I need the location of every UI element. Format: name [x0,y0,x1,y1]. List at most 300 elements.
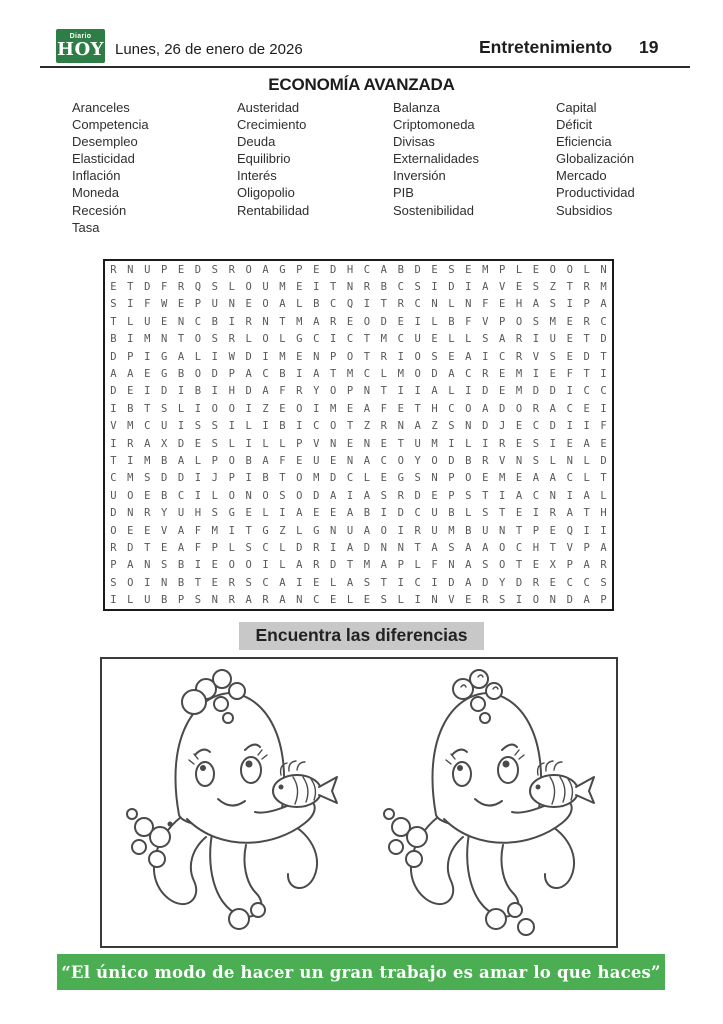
grid-letter: M [448,524,455,537]
grid-letter: T [127,281,134,294]
grid-letter: O [211,402,218,415]
grid-letter: L [380,368,387,381]
grid-letter: Y [414,455,421,468]
grid-letter: T [600,472,607,485]
grid-letter: E [346,437,354,450]
grid-letter: E [144,368,151,381]
grid-letter: I [600,402,607,415]
grid-letter: L [228,437,235,450]
grid-letter: M [515,385,523,398]
grid-letter: D [448,455,455,468]
grid-letter: T [600,350,607,363]
grid-letter: I [465,385,472,398]
grid-letter: C [346,333,354,346]
grid-letter: S [110,298,117,311]
grid-letter: E [566,350,573,363]
diario-hoy-logo [56,29,105,63]
grid-letter: I [532,368,540,381]
word-list-column-3 [393,99,479,219]
grid-letter: C [566,402,573,415]
grid-letter: C [346,472,354,485]
grid-letter: Y [498,576,506,589]
grid-letter: R [313,559,320,572]
grid-letter: A [549,472,556,485]
grid-letter: D [600,455,607,468]
grid-letter: A [380,263,387,276]
grid-letter: H [431,402,438,415]
grid-letter: R [498,437,506,450]
grid-letter: O [515,402,523,415]
grid-letter: N [431,594,438,607]
grid-letter: P [127,350,134,363]
grid-letter: A [583,489,590,502]
grid-letter: R [414,524,421,537]
grid-letter: O [127,576,134,589]
grid-letter: B [313,298,320,311]
grid-letter: E [465,594,472,607]
grid-letter: A [431,385,438,398]
grid-letter: E [313,263,320,276]
grid-letter: D [600,333,607,346]
wordsearch-title: ECONOMÍA AVANZADA [268,75,455,94]
grid-letter: I [262,350,269,363]
grid-letter: R [127,437,134,450]
grid-letter: A [583,594,590,607]
grid-letter: B [160,455,168,468]
grid-letter: A [296,507,303,520]
grid-letter: F [566,368,573,381]
grid-letter: C [313,594,320,607]
grid-letter: A [465,576,472,589]
grid-letter: N [431,298,438,311]
grid-letter: I [245,437,252,450]
grid-letter: I [448,437,455,450]
grid-letter: T [177,333,185,346]
grid-letter: E [329,455,337,468]
grid-letter: L [127,315,134,328]
grid-letter: T [144,402,151,415]
grid-letter: L [262,437,269,450]
grid-letter: A [296,559,303,572]
grid-letter: E [566,437,573,450]
grid-letter: N [262,315,269,328]
grid-letter: D [431,368,438,381]
grid-letter: C [414,507,421,520]
grid-letter: E [515,472,523,485]
grid-letter: U [414,437,421,450]
grid-letter: D [583,350,590,363]
grid-letter: U [211,298,218,311]
grid-letter: L [279,333,286,346]
grid-letter: C [363,263,371,276]
grid-letter: T [363,333,371,346]
grid-letter: M [498,472,506,485]
grid-letter: D [296,542,303,555]
grid-letter: B [465,524,472,537]
grid-letter: A [262,385,269,398]
grid-letter: I [600,524,607,537]
grid-letter: I [363,298,371,311]
grid-letter: A [262,455,269,468]
grid-letter: M [346,368,354,381]
grid-letter: P [346,385,354,398]
grid-letter: Z [549,281,556,294]
grid-letter: E [313,507,320,520]
grid-letter: S [211,507,218,520]
grid-letter: F [160,281,168,294]
word-item: Capital [556,100,597,115]
grid-letter: D [160,472,168,485]
grid-letter: A [482,402,489,415]
grid-letter: R [515,333,523,346]
grid-letter: A [549,402,556,415]
grid-letter: G [160,350,168,363]
grid-letter: L [600,489,607,502]
grid-letter: D [448,576,455,589]
grid-letter: E [177,263,185,276]
grid-letter: I [397,576,404,589]
grid-letter: R [482,455,489,468]
grid-letter: S [431,350,438,363]
grid-letter: G [296,333,303,346]
grid-letter: F [194,542,202,555]
grid-letter: B [465,455,472,468]
grid-letter: O [549,263,556,276]
grid-letter: M [279,281,286,294]
grid-letter: A [329,489,337,502]
grid-letter: I [329,333,337,346]
difference-image-right [359,659,616,946]
grid-letter: E [515,437,523,450]
grid-letter: R [532,402,540,415]
grid-letter: M [211,524,218,537]
grid-letter: I [380,507,387,520]
grid-letter: I [211,350,218,363]
grid-letter: I [566,298,573,311]
grid-letter: C [566,472,573,485]
grid-letter: A [363,489,371,502]
grid-letter: E [566,333,573,346]
grid-letter: S [549,350,556,363]
grid-letter: E [549,524,556,537]
grid-letter: U [160,420,168,433]
grid-letter: L [448,385,455,398]
grid-letter: I [110,402,117,415]
grid-letter: I [144,576,151,589]
grid-letter: M [144,333,151,346]
grid-letter: E [363,594,371,607]
grid-letter: E [245,298,252,311]
grid-letter: R [245,315,252,328]
grid-letter: O [228,455,235,468]
grid-letter: R [110,542,117,555]
grid-letter: L [228,542,235,555]
grid-letter: N [431,472,438,485]
grid-letter: X [160,437,168,450]
grid-letter: N [465,298,472,311]
grid-letter: C [262,542,269,555]
grid-letter: U [431,524,438,537]
grid-letter: T [110,455,117,468]
grid-letter: G [279,263,286,276]
grid-letter: F [380,402,387,415]
grid-letter: R [380,420,387,433]
grid-letter: A [313,315,320,328]
grid-letter: D [498,402,506,415]
grid-letter: I [346,489,354,502]
grid-letter: B [279,368,286,381]
grid-letter: T [414,402,421,415]
difference-image-left [102,659,359,946]
word-item: Sostenibilidad [393,202,474,218]
grid-letter: I [431,576,438,589]
grid-letter: I [329,542,337,555]
grid-letter: E [515,507,523,520]
grid-letter: I [583,420,590,433]
grid-letter: E [211,576,218,589]
grid-letter: D [414,489,421,502]
grid-letter: T [245,524,252,537]
grid-letter: I [566,489,573,502]
grid-letter: N [397,542,404,555]
grid-letter: E [431,263,438,276]
grid-letter: M [380,333,387,346]
grid-letter: D [549,420,556,433]
grid-letter: C [448,402,455,415]
grid-letter: C [262,576,269,589]
word-item: Eficiencia [556,134,612,150]
grid-letter: R [313,542,320,555]
grid-letter: E [110,281,117,294]
edition-date: Lunes, 26 de enero de 2026 [115,41,303,58]
grid-letter: B [397,263,404,276]
grid-letter: D [448,281,455,294]
word-item: Interés [237,168,277,184]
grid-letter: A [346,576,354,589]
grid-letter: F [279,385,286,398]
grid-letter: I [482,437,489,450]
grid-letter: G [228,507,235,520]
grid-letter: O [498,559,506,572]
grid-letter: O [329,385,337,398]
grid-letter: V [498,281,506,294]
grid-letter: C [363,368,371,381]
grid-letter: A [363,402,371,415]
word-item: Inflación [72,168,121,184]
grid-letter: D [532,385,540,398]
grid-letter: O [363,315,371,328]
grid-letter: S [532,437,540,450]
grid-letter: S [600,576,607,589]
grid-letter: D [313,489,320,502]
grid-letter: S [194,594,202,607]
grid-letter: R [515,350,523,363]
grid-letter: N [329,437,337,450]
grid-letter: C [600,385,607,398]
section-title: Entretenimiento [479,37,613,57]
grid-letter: T [329,281,337,294]
grid-letter: Z [279,524,286,537]
grid-letter: N [549,489,556,502]
grid-letter: T [482,489,489,502]
grid-letter: A [127,559,134,572]
grid-letter: C [397,281,404,294]
word-item: Aranceles [72,100,130,115]
grid-letter: C [262,368,269,381]
word-item: Equilibrio [237,151,291,167]
word-item: Competencia [72,117,149,133]
grid-letter: L [211,489,218,502]
grid-letter: E [498,298,506,311]
grid-letter: M [313,472,320,485]
grid-letter: P [329,350,337,363]
grid-letter: N [448,559,455,572]
grid-letter: E [313,576,320,589]
wordsearch-grid-box [103,259,614,611]
grid-letter: I [397,350,404,363]
grid-letter: D [566,594,573,607]
word-item: Divisas [393,134,435,150]
grid-letter: I [515,594,523,607]
grid-letter: O [532,594,540,607]
grid-letter: E [296,455,303,468]
grid-letter: J [498,420,506,433]
grid-letter: S [160,402,168,415]
grid-letter: C [532,489,540,502]
grid-letter: E [329,594,337,607]
grid-letter: C [583,576,590,589]
grid-letter: D [110,385,117,398]
grid-letter: P [532,524,540,537]
grid-letter: O [397,455,404,468]
word-item: Recesión [72,202,127,218]
grid-letter: I [414,594,421,607]
grid-letter: A [448,368,455,381]
grid-letter: L [448,298,455,311]
grid-letter: D [397,507,404,520]
word-list-column-4 [556,99,635,219]
grid-letter: I [194,472,202,485]
grid-letter: T [279,472,286,485]
grid-letter: R [228,576,235,589]
grid-letter: P [160,263,168,276]
grid-letter: L [194,455,202,468]
grid-letter: I [313,281,320,294]
grid-letter: H [600,507,607,520]
word-item: Oligopolio [237,185,295,201]
grid-letter: T [279,315,286,328]
grid-letter: I [482,350,489,363]
grid-letter: E [549,368,556,381]
grid-letter: E [160,315,168,328]
grid-letter: A [566,507,573,520]
grid-letter: P [228,472,235,485]
word-item: Mercado [556,168,607,184]
grid-letter: I [313,402,320,415]
grid-letter: E [532,263,540,276]
grid-letter: A [414,420,421,433]
grid-letter: A [363,455,371,468]
grid-letter: I [431,281,438,294]
logo-diario-label: Diario [69,33,92,40]
grid-letter: W [160,298,168,311]
grid-letter: N [144,559,151,572]
grid-letter: R [262,594,269,607]
grid-letter: I [498,489,506,502]
grid-letter: F [431,559,438,572]
grid-letter: P [228,368,235,381]
word-item: Crecimiento [237,117,307,133]
header-divider [40,66,690,68]
word-item: Austeridad [237,100,300,115]
grid-letter: D [177,472,185,485]
grid-letter: E [448,350,455,363]
grid-letter: A [245,594,252,607]
grid-letter: A [532,298,540,311]
grid-letter: N [363,385,371,398]
grid-letter: E [127,385,134,398]
grid-letter: D [363,542,371,555]
grid-letter: S [194,420,202,433]
grid-letter: G [262,524,269,537]
grid-letter: P [211,542,218,555]
grid-letter: O [296,472,303,485]
grid-letter: D [110,507,117,520]
grid-letter: U [414,333,421,346]
grid-letter: E [346,402,354,415]
grid-letter: Z [431,420,438,433]
grid-letter: F [279,455,286,468]
word-item: Deuda [237,134,276,150]
grid-letter: L [431,315,438,328]
grid-letter: L [414,559,421,572]
grid-letter: O [380,524,387,537]
grid-letter: S [532,281,540,294]
grid-letter: B [177,576,185,589]
grid-letter: T [110,315,117,328]
grid-letter: E [583,402,590,415]
grid-letter: I [279,507,286,520]
grid-letter: N [363,437,371,450]
grid-letter: S [380,594,387,607]
grid-letter: T [194,576,202,589]
grid-letter: N [346,455,354,468]
word-list-column-2 [237,99,309,219]
grid-letter: I [296,368,303,381]
grid-letter: A [245,368,252,381]
word-item: Balanza [393,100,440,115]
grid-letter: T [144,542,151,555]
grid-letter: R [532,576,540,589]
grid-letter: B [245,455,252,468]
grid-letter: N [397,420,404,433]
grid-letter: A [177,542,185,555]
grid-letter: L [279,437,286,450]
grid-letter: L [228,281,235,294]
grid-letter: B [211,315,218,328]
grid-letter: A [279,594,286,607]
grid-letter: S [245,576,252,589]
grid-letter: G [160,368,168,381]
grid-letter: S [414,472,421,485]
grid-letter: T [346,420,354,433]
grid-letter: E [160,542,168,555]
grid-letter: M [549,315,556,328]
grid-letter: S [380,489,387,502]
grid-letter: F [465,315,472,328]
grid-letter: L [583,455,590,468]
grid-letter: N [313,350,320,363]
